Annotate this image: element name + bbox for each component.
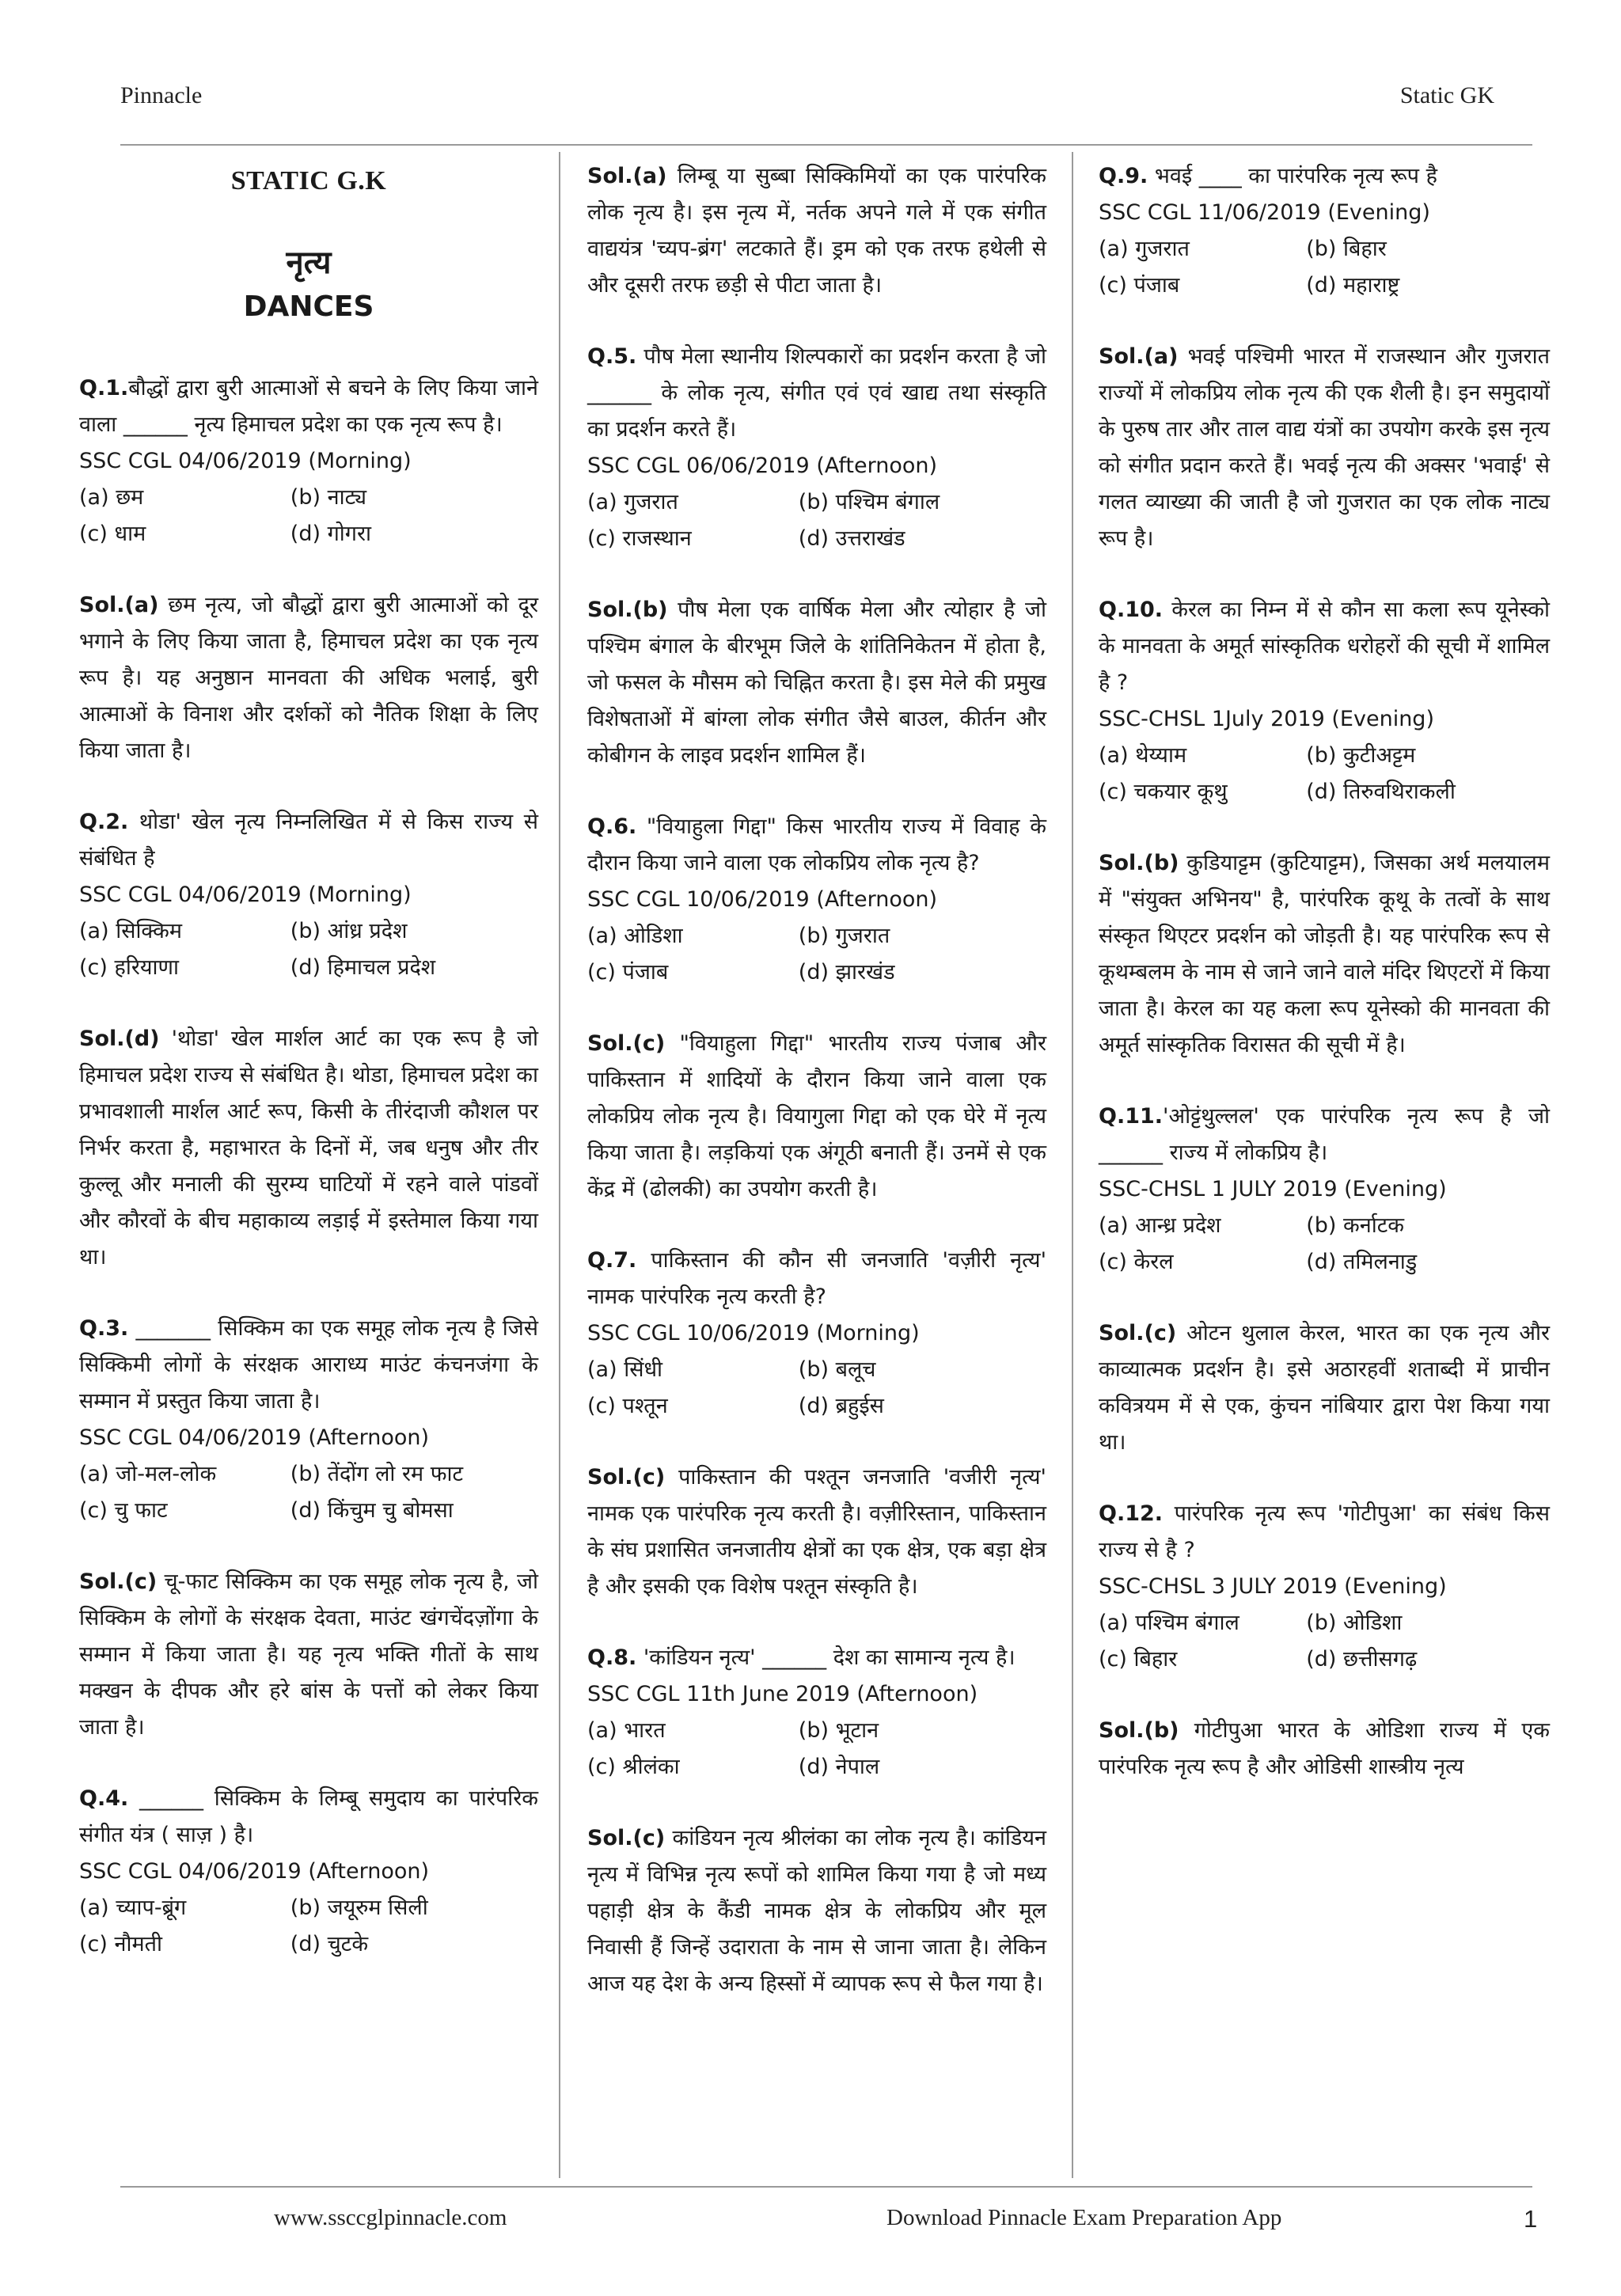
question-source: SSC-CHSL 1July 2019 (Evening) xyxy=(1099,707,1434,731)
question-text: Q.9. भवई ____ का पारंपरिक नृत्य रूप है xyxy=(1099,164,1437,188)
question-text: Q.1.बौद्धों द्वारा बुरी आत्माओं से बचने के लिए किया जाने वाला ______ नृत्य हिमाचल प्रदेश का एक नृत्य रूप है। xyxy=(79,376,538,437)
solution-label: Sol.(a) xyxy=(1099,344,1179,369)
option: (a) गुजरात xyxy=(587,490,678,514)
question-block xyxy=(1099,592,1550,810)
solution-block xyxy=(587,592,1046,774)
option: (b) भूटान xyxy=(798,1718,879,1743)
option: (b) नाट्य xyxy=(290,485,366,510)
option: (c) पंजाब xyxy=(1099,273,1180,298)
options xyxy=(587,1713,1046,1786)
solution-block xyxy=(587,1026,1046,1208)
question-text: Q.7. पाकिस्तान की कौन सी जनजाति 'वज़ीरी नृत्य' नामक पारंपरिक नृत्य करती है? xyxy=(587,1248,1046,1309)
question-text: Q.3. _______ सिक्किम का एक समूह लोक नृत्य है जिसे सिक्किमी लोगों के संरक्षक आराध्य माउंट कंचनजंगा के सम्मान में प्रस्तुत किया जाता है। xyxy=(79,1316,538,1414)
option: (d) नेपाल xyxy=(798,1755,880,1779)
option: (b) जयूरुम सिली xyxy=(290,1896,428,1920)
solution-text: Sol.(b) गोटीपुआ भारत के ओडिशा राज्य में एक पारंपरिक नृत्य रूप है और ओडिसी शास्त्रीय नृत्य xyxy=(1099,1718,1550,1779)
solution-block xyxy=(79,1564,538,1746)
question-source: SSC CGL 06/06/2019 (Afternoon) xyxy=(587,454,938,478)
solution-text: Sol.(c) चू-फाट सिक्किम का एक समूह लोक नृत्य है, जो सिक्किम के लोगों के संरक्षक देवता, माउंट खंगचेंदज़ोंगा के सम्मान में किया जाता है। यह नृत्य भक्ति गीतों के साथ मक्खन के दीपक और हरे बांस के पत्तों को लेकर किया जाता है। xyxy=(79,1569,538,1740)
question-text: Q.12. पारंपरिक नृत्य रूप 'गोटीपुआ' का संबंध किस राज्य से है ? xyxy=(1099,1501,1550,1562)
options xyxy=(587,484,1046,557)
column-divider xyxy=(559,152,560,2178)
question-source: SSC CGL 04/06/2019 (Morning) xyxy=(79,449,412,473)
solution-block xyxy=(1099,1713,1550,1786)
question-number: Q.6. xyxy=(587,814,637,839)
option: (a) जो-मल-लोक xyxy=(79,1462,217,1486)
option: (a) गुजरात xyxy=(1099,237,1190,261)
question-number: Q.7. xyxy=(587,1248,637,1273)
option: (a) भारत xyxy=(587,1718,666,1743)
option: (d) चुटके xyxy=(290,1932,369,1956)
options xyxy=(79,1456,538,1529)
solution-text: Sol.(b) पौष मेला एक वार्षिक मेला और त्योहार है जो पश्चिम बंगाल के बीरभूम जिले के शांतिनिकेतन में होता है, जो फसल के मौसम को चिह्नित करता है। इस मेले की प्रमुख विशेषताओं में बांग्ला लोक संगीत जैसे बाउल, कीर्तन और कोबीगन के लाइव प्रदर्शन शामिल हैं। xyxy=(587,598,1046,768)
question-text: Q.6. "वियाहुला गिद्दा" किस भारतीय राज्य में विवाह के दौरान किया जाने वाला एक लोकप्रिय लोक नृत्य है? xyxy=(587,814,1046,875)
option: (c) धाम xyxy=(79,522,146,546)
question-number: Q.1. xyxy=(79,376,129,400)
header-left: Pinnacle xyxy=(120,82,203,108)
solution-block xyxy=(1099,339,1550,557)
question-text: Q.11.'ओट्टंथुल्लल' एक पारंपरिक नृत्य रूप है जो ______ राज्य में लोकप्रिय है। xyxy=(1099,1104,1550,1165)
options xyxy=(587,1352,1046,1425)
option: (c) केरल xyxy=(1099,1250,1174,1274)
option: (c) पंजाब xyxy=(587,960,669,985)
footer-website-link[interactable]: www.ssccglpinnacle.com xyxy=(274,2205,507,2230)
option: (a) पश्चिम बंगाल xyxy=(1099,1611,1239,1635)
options xyxy=(79,1890,538,1963)
question-block xyxy=(79,1311,538,1529)
option: (b) गुजरात xyxy=(798,924,890,948)
question-block xyxy=(587,809,1046,991)
question-number: Q.5. xyxy=(587,344,637,369)
solution-label: Sol.(c) xyxy=(587,1465,666,1490)
solution-label: Sol.(d) xyxy=(79,1027,160,1051)
footer-divider xyxy=(120,2186,1532,2188)
column-1 xyxy=(79,158,538,1998)
question-text: Q.5. पौष मेला स्थानीय शिल्पकारों का प्रदर्शन करता है जो ______ के लोक नृत्य, संगीत एवं एवं खाद्य तथा संस्कृति का प्रदर्शन करते हैं। xyxy=(587,344,1046,442)
question-text: Q.2. थोडा' खेल नृत्य निम्नलिखित में से किस राज्य से संबंधित है xyxy=(79,810,538,871)
option: (c) पश्तून xyxy=(587,1394,668,1418)
question-number: Q.11. xyxy=(1099,1104,1164,1129)
solution-text: Sol.(d) 'थोडा' खेल मार्शल आर्ट का एक रूप है जो हिमाचल प्रदेश राज्य से संबंधित है। थोडा, हिमाचल प्रदेश का प्रभावशाली मार्शल आर्ट रूप, किसी के तीरंदाजी कौशल पर निर्भर करता है, महाभारत के दिनों में, जब धनुष और तीर कुल्लू और मनाली की सुरम्य घाटियों में रहने वाले पांडवों और कौरवों के बीच महाकाव्य लड़ाई में इस्तेमाल किया गया था। xyxy=(79,1027,538,1269)
solution-label: Sol.(b) xyxy=(1099,851,1179,875)
question-block xyxy=(79,1781,538,1963)
question-source: SSC-CHSL 1 JULY 2019 (Evening) xyxy=(1099,1177,1447,1201)
option: (c) चकयार कूथु xyxy=(1099,780,1228,804)
question-source: SSC-CHSL 3 JULY 2019 (Evening) xyxy=(1099,1574,1447,1599)
footer-app-promo: Download Pinnacle Exam Preparation App xyxy=(886,2205,1282,2230)
solution-text: Sol.(c) कांडियन नृत्य श्रीलंका का लोक नृत्य है। कांडियन नृत्य में विभिन्न नृत्य रूपों को शामिल किया गया है जो मध्य पहाड़ी क्षेत्र के कैंडी नामक क्षेत्र के लोकप्रिय और मूल निवासी हैं जिन्हें उदाराता के नाम से जाना जाता है। लेकिन आज यह देश के अन्य हिस्सों में व्यापक रूप से फैल गया है। xyxy=(587,1826,1046,1996)
option: (b) कर्नाटक xyxy=(1306,1213,1405,1238)
option: (b) आंध्र प्रदेश xyxy=(290,919,408,943)
options xyxy=(79,480,538,552)
question-block xyxy=(79,804,538,986)
question-number: Q.4. xyxy=(79,1786,129,1811)
option: (d) गोगरा xyxy=(290,522,372,546)
solution-text: Sol.(c) पाकिस्तान की पश्तून जनजाति 'वजीरी नृत्य' नामक एक पारंपरिक नृत्य करती है। वज़ीरिस्तान, पाकिस्तान के संघ प्रशासित जनजातीय क्षेत्रों का एक क्षेत्र, एक बड़ा क्षेत्र है और इसकी एक विशेष पश्तून संस्कृति है। xyxy=(587,1465,1046,1599)
option: (d) उत्तराखंड xyxy=(798,526,905,551)
question-source: SSC CGL 04/06/2019 (Afternoon) xyxy=(79,1425,430,1450)
question-block xyxy=(1099,158,1550,304)
option: (c) हरियाणा xyxy=(79,955,180,980)
option: (a) छम xyxy=(79,485,144,510)
option: (c) राजस्थान xyxy=(587,526,692,551)
option: (d) तिरुवथिराकली xyxy=(1306,780,1456,804)
column-3 xyxy=(1099,158,1550,1820)
question-block xyxy=(587,1640,1046,1786)
options xyxy=(1099,1605,1550,1678)
solution-block xyxy=(587,158,1046,304)
question-text: Q.10. केरल का निम्न में से कौन सा कला रूप यूनेस्को के मानवता के अमूर्त सांस्कृतिक धरोहरों की सूची में शामिल है ? xyxy=(1099,598,1550,695)
option: (d) हिमाचल प्रदेश xyxy=(290,955,436,980)
header-right: Static GK xyxy=(1399,82,1494,108)
question-source: SSC CGL 10/06/2019 (Morning) xyxy=(587,1321,920,1345)
question-text: Q.8. 'कांडियन नृत्य' ______ देश का सामान्य नृत्य है। xyxy=(587,1645,1015,1670)
option: (d) महाराष्ट्र xyxy=(1306,273,1400,298)
options xyxy=(79,913,538,986)
solution-text: Sol.(a) भवई पश्चिमी भारत में राजस्थान और गुजरात राज्यों में लोकप्रिय लोक नृत्य की एक शैली है। इन समुदायों के पुरुष तार और ताल वाद्य यंत्रों का उपयोग करके इस नृत्य को संगीत प्रदान करते हैं। भवई नृत्य की अक्सर 'भवाई' से गलत व्याख्या की जाती है जो गुजरात का एक लोक नाट्य रूप है। xyxy=(1099,344,1550,551)
solution-text: Sol.(b) कुडियाट्टम (कुटियाट्टम), जिसका अर्थ मलयालम में "संयुक्त अभिनय" है, पारंपरिक कूथू के तत्वों के साथ संस्कृत थिएटर प्रदर्शन को जोड़ती है। यह पारंपरिक रूप से कूथम्बलम के नाम से जाने जाने वाले मंदिर थिएटरों में किया जाता है। केरल का यह कला रूप यूनेस्को की मानवता की अमूर्त सांस्कृतिक विरासत की सूची में है। xyxy=(1099,851,1550,1057)
solution-label: Sol.(a) xyxy=(587,164,667,188)
question-number: Q.8. xyxy=(587,1645,637,1670)
question-number: Q.9. xyxy=(1099,164,1148,188)
question-number: Q.12. xyxy=(1099,1501,1164,1526)
section-title-english: DANCES xyxy=(243,290,374,323)
options xyxy=(1099,1208,1550,1281)
question-number: Q.3. xyxy=(79,1316,129,1341)
option: (c) नौमती xyxy=(79,1932,163,1956)
question-source: SSC CGL 11th June 2019 (Afternoon) xyxy=(587,1682,978,1706)
option: (c) चु फाट xyxy=(79,1498,168,1523)
solution-block xyxy=(79,1021,538,1276)
solution-label: Sol.(c) xyxy=(79,1569,158,1594)
solution-block xyxy=(587,1820,1046,2002)
page-number: 1 xyxy=(1524,2205,1538,2233)
options xyxy=(587,918,1046,991)
option: (d) किंचुम चु बोमसा xyxy=(290,1498,454,1523)
solution-text: Sol.(a) छम नृत्य, जो बौद्धों द्वारा बुरी आत्माओं को दूर भगाने के लिए किया जाता है, हिमाचल प्रदेश का एक नृत्य रूप है। यह अनुष्ठान मानवता की अधिक भलाई, बुरी आत्माओं के विनाश और दर्शकों को नैतिक शिक्षा के लिए किया जाता है। xyxy=(79,593,538,763)
option: (b) ओडिशा xyxy=(1306,1611,1403,1635)
option: (a) थेय्याम xyxy=(1099,743,1187,768)
solution-text: Sol.(c) "वियाहुला गिद्दा" भारतीय राज्य पंजाब और पाकिस्तान में शादियों के दौरान किया जाने वाला एक लोकप्रिय लोक नृत्य है। वियागुला गिद्दा को एक घेरे में नृत्य किया जाता है। लड़कियां एक अंगूठी बनाती हैं। उनमें से एक केंद्र में (ढोलकी) का उपयोग करती है। xyxy=(587,1031,1046,1201)
question-block xyxy=(1099,1496,1550,1678)
solution-label: Sol.(c) xyxy=(1099,1321,1177,1345)
option: (a) च्याप-ब्रूंग xyxy=(79,1896,187,1920)
column-2 xyxy=(587,158,1046,2037)
solution-block xyxy=(79,587,538,769)
option: (d) छत्तीसगढ़ xyxy=(1306,1647,1418,1672)
solution-text: Sol.(a) लिम्बू या सुब्बा सिक्किमियों का एक पारंपरिक लोक नृत्य है। इस नृत्य में, नर्तक अपने गले में एक संगीत वाद्ययंत्र 'च्यप-ब्रंग' लटकाते हैं। ड्रम को एक तरफ हथेली से और दूसरी तरफ छड़ी से पीटा जाता है। xyxy=(587,164,1046,298)
question-source: SSC CGL 10/06/2019 (Afternoon) xyxy=(587,887,938,912)
option: (b) बलूच xyxy=(798,1357,876,1382)
option: (d) तमिलनाडु xyxy=(1306,1250,1418,1274)
question-block xyxy=(587,339,1046,557)
option: (c) श्रीलंका xyxy=(587,1755,680,1779)
option: (a) ओडिशा xyxy=(587,924,683,948)
option: (a) सिक्किम xyxy=(79,919,183,943)
question-source: SSC CGL 11/06/2019 (Evening) xyxy=(1099,200,1430,225)
options xyxy=(1099,738,1550,810)
option: (b) तेंदोंग लो रम फाट xyxy=(290,1462,464,1486)
solution-block xyxy=(1099,1315,1550,1461)
document-title: STATIC G.K xyxy=(230,166,387,195)
option: (b) कुटीअट्टम xyxy=(1306,743,1416,768)
question-block xyxy=(587,1243,1046,1425)
option: (b) पश्चिम बंगाल xyxy=(798,490,940,514)
solution-label: Sol.(a) xyxy=(79,593,159,617)
solution-label: Sol.(b) xyxy=(1099,1718,1179,1743)
question-block xyxy=(1099,1099,1550,1281)
solution-text: Sol.(c) ओटन थुलाल केरल, भारत का एक नृत्य और काव्यात्मक प्रदर्शन है। इसे अठारहवीं शताब्दी में प्राचीन कवित्रयम में से एक, कुंचन नांबियार द्वारा पेश किया गया था। xyxy=(1099,1321,1550,1455)
solution-label: Sol.(c) xyxy=(587,1826,666,1850)
solution-block xyxy=(587,1459,1046,1605)
solution-label: Sol.(c) xyxy=(587,1031,666,1056)
question-source: SSC CGL 04/06/2019 (Afternoon) xyxy=(79,1859,430,1884)
option: (d) झारखंड xyxy=(798,960,895,985)
solution-block xyxy=(1099,845,1550,1064)
column-divider xyxy=(1072,152,1073,2178)
question-number: Q.10. xyxy=(1099,598,1164,622)
option: (d) ब्रहुईस xyxy=(798,1394,884,1418)
header-divider xyxy=(120,144,1532,146)
option: (a) आन्ध्र प्रदेश xyxy=(1099,1213,1221,1238)
section-title-hindi: नृत्य xyxy=(286,245,332,281)
question-text: Q.4. ______ सिक्किम के लिम्बू समुदाय का पारंपरिक संगीत यंत्र ( साज़ ) है। xyxy=(79,1786,538,1847)
question-source: SSC CGL 04/06/2019 (Morning) xyxy=(79,882,412,907)
options xyxy=(1099,231,1550,304)
question-number: Q.2. xyxy=(79,810,129,834)
question-block xyxy=(79,370,538,552)
option: (c) बिहार xyxy=(1099,1647,1178,1672)
solution-label: Sol.(b) xyxy=(587,598,668,622)
option: (b) बिहार xyxy=(1306,237,1387,261)
option: (a) सिंधी xyxy=(587,1357,663,1382)
